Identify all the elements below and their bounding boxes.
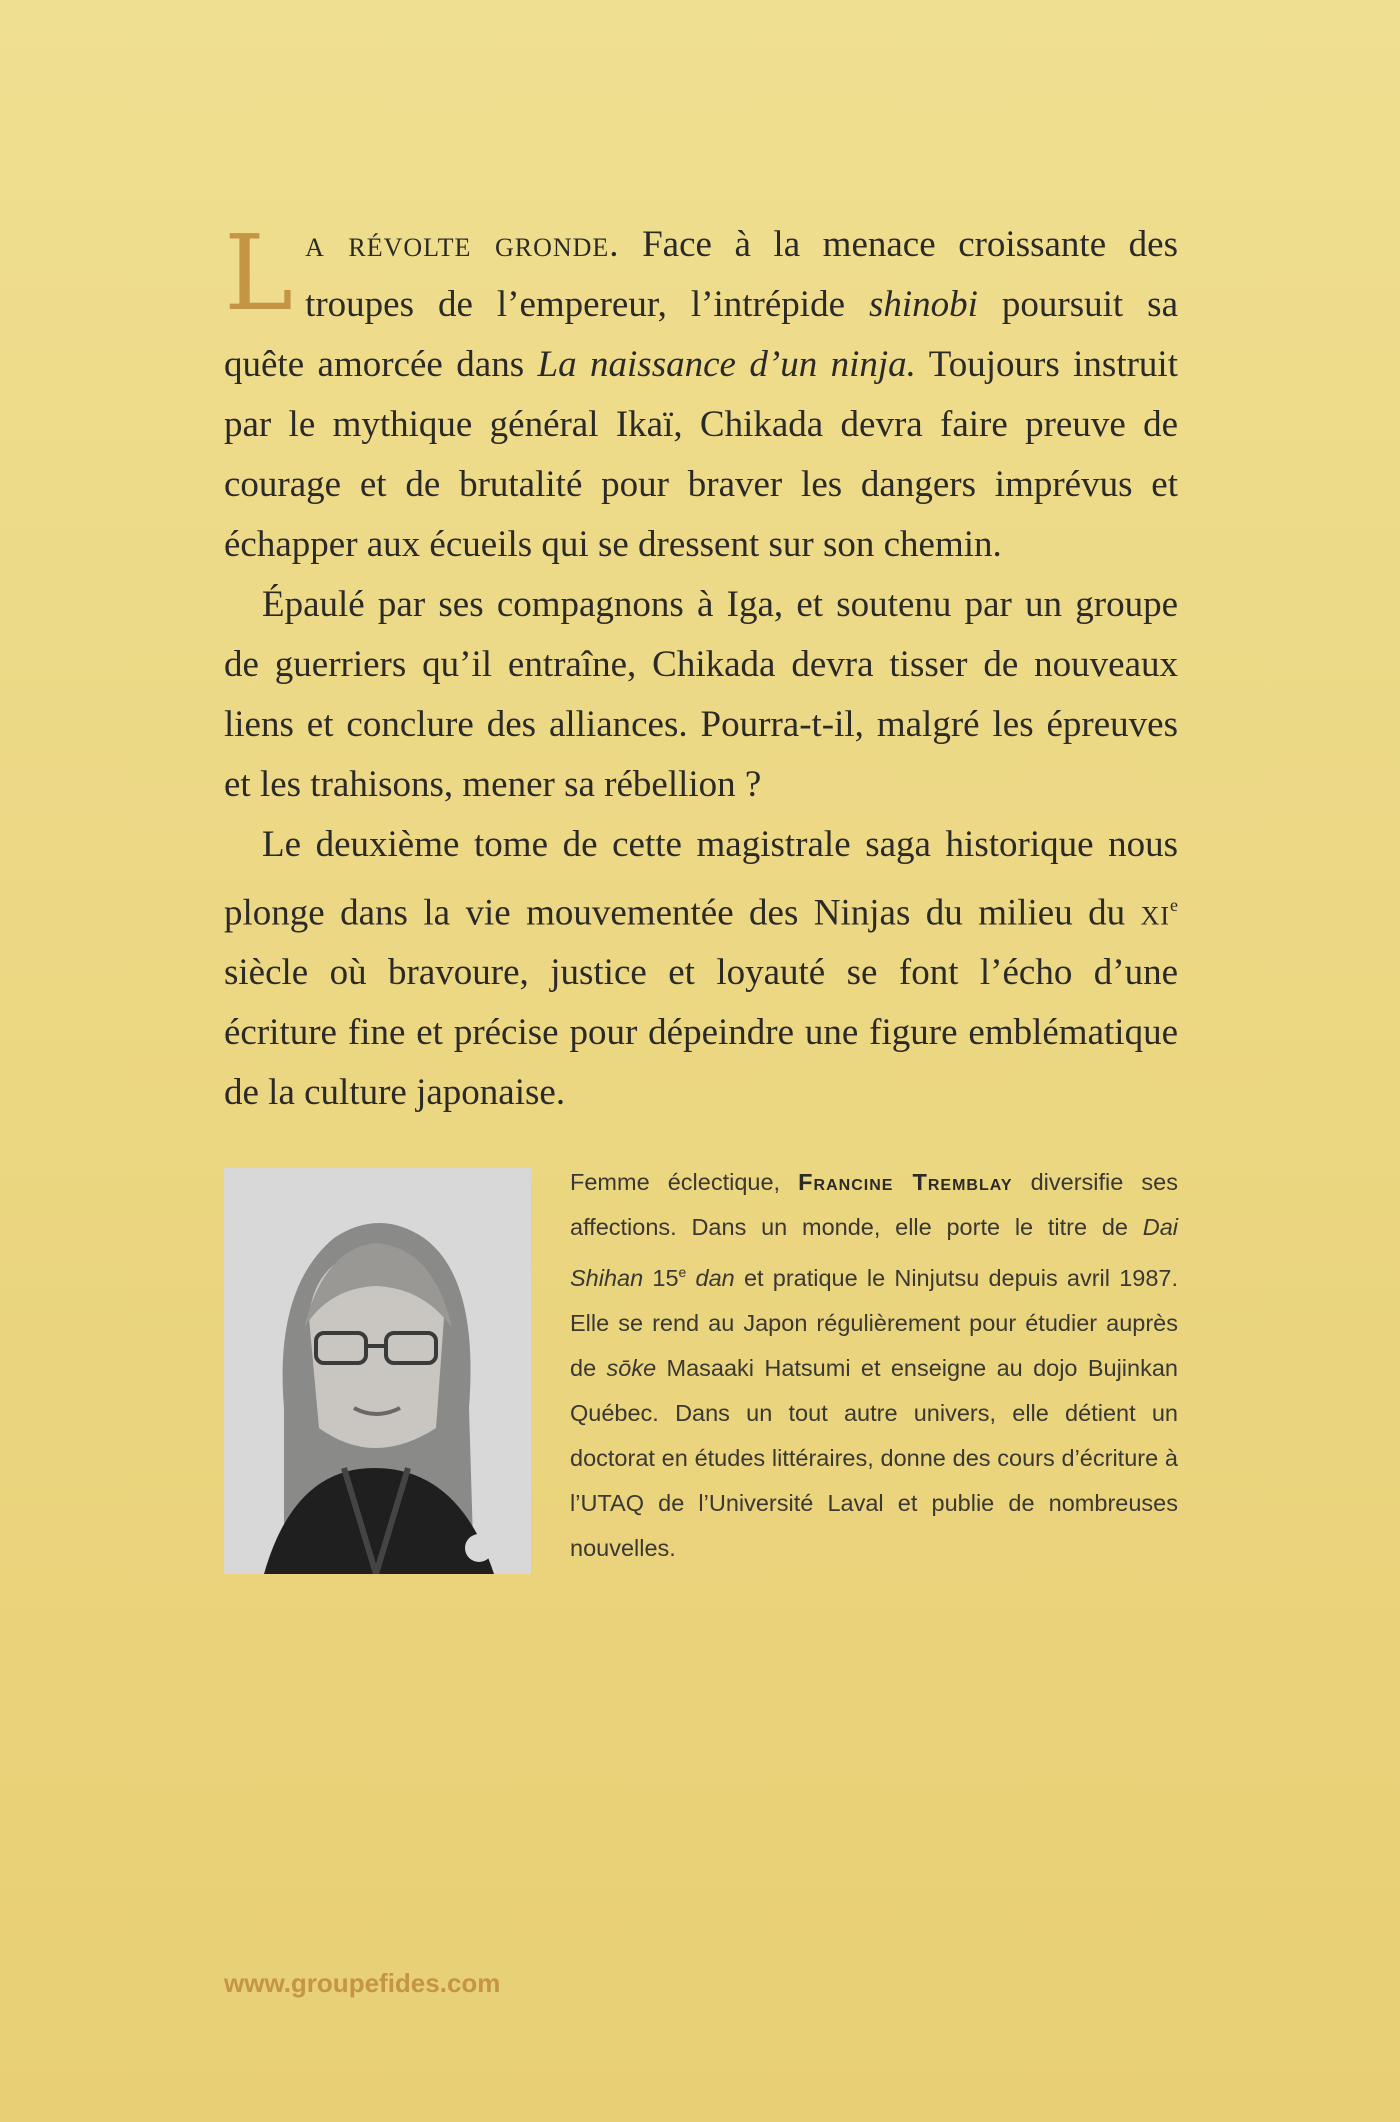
italic-term: Dai Shihan [570, 1214, 1178, 1291]
bio-text: diversifie ses affections. Dans un monde, elle porte le titre de [570, 1169, 1178, 1240]
blurb-text: poursuit sa quête amorcée dans [224, 284, 1178, 385]
blurb-paragraph-2: Épaulé par ses compagnons à Iga, et soutenu par un groupe de guerriers qu’il entraîne, Chikada devra tisser de nouveaux liens et conclure des alliances. Pourra-t-il, malgré les épreuves et les trahisons, mener sa rébellion ? [224, 584, 1178, 805]
bio-text: Masaaki Hatsumi et enseigne au dojo Bujinkan Québec. Dans un tout autre univers, elle détient un doctorat en études littéraires, donne des cours d’écriture à l’UTAQ de l’Université Laval et publie de nombreuses nouvelles. [570, 1354, 1178, 1561]
bio-text: 15 [643, 1264, 679, 1291]
blurb-text: Le deuxième tome de cette magistrale saga historique nous plonge dans la vie mouvementée des Ninjas du milieu du [224, 824, 1178, 934]
blurb-text: Face à la menace croissante des troupes de l’empereur, l’intrépide [305, 224, 1178, 325]
italic-term: sōke [606, 1354, 657, 1381]
author-portrait-illustration [224, 1168, 531, 1574]
blurb-text: siècle où bravoure, justice et loyauté se font l’écho d’une écriture fine et précise pour dépeindre une figure emblématique de la culture japonaise. [224, 952, 1178, 1114]
author-photo [224, 1168, 531, 1574]
author-bio [570, 1160, 1178, 1571]
opening-smallcaps: a révolte gronde. [305, 224, 620, 265]
drop-cap: L [224, 212, 294, 334]
bio-text: Femme éclectique, [570, 1169, 799, 1195]
bio-text [686, 1265, 695, 1291]
author-bio-paragraph [570, 1160, 1178, 1571]
superscript: e [1170, 895, 1178, 915]
book-title-reference: La naissance d’un ninja. [537, 344, 916, 385]
blurb-paragraph-3 [224, 815, 1178, 1123]
italic-term: dan [695, 1264, 735, 1291]
author-name: Francine Tremblay [798, 1169, 1013, 1195]
book-blurb [224, 212, 1178, 1123]
bio-text: et pratique le Ninjutsu depuis avril 1987. Elle se rend au Japon régulièrement pour étudier auprès de [570, 1264, 1179, 1381]
blurb-text: Toujours instruit par le mythique général Ikaï, Chikada devra faire preuve de courage et de brutalité pour braver les dangers imprévus et échapper aux écueils qui se dressent sur son chemin. [224, 344, 1178, 565]
publisher-website-link[interactable]: www.groupefides.com [224, 1968, 501, 1998]
blurb-paragraph-1 [224, 212, 1178, 575]
italic-term: shinobi [868, 284, 978, 325]
superscript: e [678, 1264, 687, 1280]
century-numeral: xi [1140, 892, 1170, 934]
